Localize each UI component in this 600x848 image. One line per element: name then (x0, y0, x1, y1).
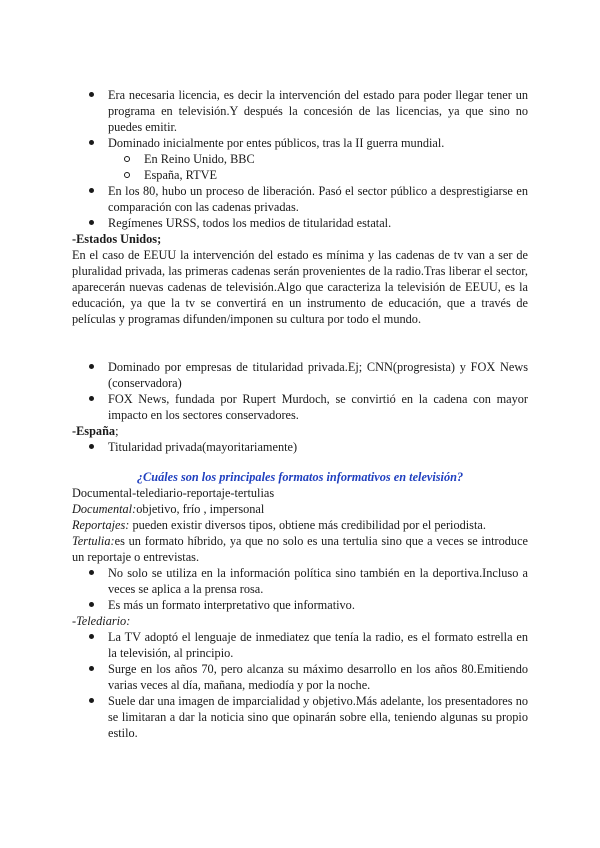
section1-list (72, 87, 528, 231)
list-item: La TV adoptó el lenguaje de inmediatez que tenía la radio, es el formato estrella en la televisión, al principio. (72, 629, 528, 661)
list-item: Titularidad privada(mayoritariamente) (72, 439, 528, 455)
list-item: Es más un formato interpretativo que informativo. (72, 597, 528, 613)
bullet-icon (89, 220, 94, 225)
formats-question: ¿Cuáles son los principales formatos informativos en televisión? (136, 470, 464, 484)
formats-list-line: Documental-telediario-reportaje-tertulias (72, 486, 275, 500)
espana-heading: -España; (72, 424, 119, 438)
tertulia-line: Tertulia:es un formato híbrido, ya que no solo es una tertulia sino que a veces se introduce un reportaje o entrevistas. (72, 534, 528, 564)
list-item: Dominado por empresas de titularidad privada.Ej; CNN(progresista) y FOX News (conservadora) (72, 359, 528, 391)
bullet-icon (89, 698, 94, 703)
bullet-icon (89, 666, 94, 671)
list-item: No solo se utiliza en la información política sino también en la deportiva.Incluso a veces se aplica a la prensa rosa. (72, 565, 528, 597)
documental-line: Documental:objetivo, frío , impersonal (72, 502, 265, 516)
list-item: Surge en los años 70, pero alcanza su máximo desarrollo en los años 80.Emitiendo varias veces al día, mañana, mediodía y por la noche. (72, 661, 528, 693)
eeuu-heading: -Estados Unidos; (72, 232, 162, 246)
espana-list (72, 439, 528, 455)
sub-list-item: En Reino Unido, BBC (72, 151, 528, 167)
hollow-bullet-icon (124, 172, 130, 178)
eeuu-paragraph: En el caso de EEUU la intervención del estado es mínima y las cadenas de tv van a ser de pluralidad privada, las primeras cadenas serán provenientes de la radio.Tras liberar el sector, aparecerán nuevas cadenas de televisión.Algo que caracteriza la televisión de EEUU, es la educación, ya que la tv se convertirá en un instrumento de educación, que a través de películas y programas difunden/imponen su cultura por todo el mundo. (72, 248, 528, 326)
telediario-list (72, 629, 528, 741)
tertulia-list (72, 565, 528, 613)
list-item: FOX News, fundada por Rupert Murdoch, se convirtió en la cadena con mayor impacto en los sectores conservadores. (72, 391, 528, 423)
bullet-icon (89, 634, 94, 639)
bullet-icon (89, 602, 94, 607)
hollow-bullet-icon (124, 156, 130, 162)
spacer (72, 327, 528, 343)
bullet-icon (89, 570, 94, 575)
bullet-icon (89, 188, 94, 193)
list-item: Suele dar una imagen de imparcialidad y objetivo.Más adelante, los presentadores no se limitaran a dar la noticia sino que opinarán sobre ella, teniendo algunas su propio estilo. (72, 693, 528, 741)
bullet-icon (89, 140, 94, 145)
sub-list-item: España, RTVE (72, 167, 528, 183)
telediario-heading: -Telediario: (72, 614, 131, 628)
eeuu-list (72, 359, 528, 423)
document-content (72, 87, 528, 741)
spacer (72, 343, 528, 359)
bullet-icon (89, 396, 94, 401)
bullet-icon (89, 92, 94, 97)
bullet-icon (89, 444, 94, 449)
reportajes-line: Reportajes: pueden existir diversos tipos, obtiene más credibilidad por el periodista. (72, 518, 486, 532)
list-item: En los 80, hubo un proceso de liberación. Pasó el sector público a desprestigiarse en comparación con las cadenas privadas. (72, 183, 528, 215)
bullet-icon (89, 364, 94, 369)
list-item: Dominado inicialmente por entes públicos, tras la II guerra mundial. (72, 135, 528, 151)
list-item: Regímenes URSS, todos los medios de titularidad estatal. (72, 215, 528, 231)
list-item: Era necesaria licencia, es decir la intervención del estado para poder llegar tener un programa en televisión.Y después la concesión de las licencias, ya que sino no puedes emitir. (72, 87, 528, 135)
